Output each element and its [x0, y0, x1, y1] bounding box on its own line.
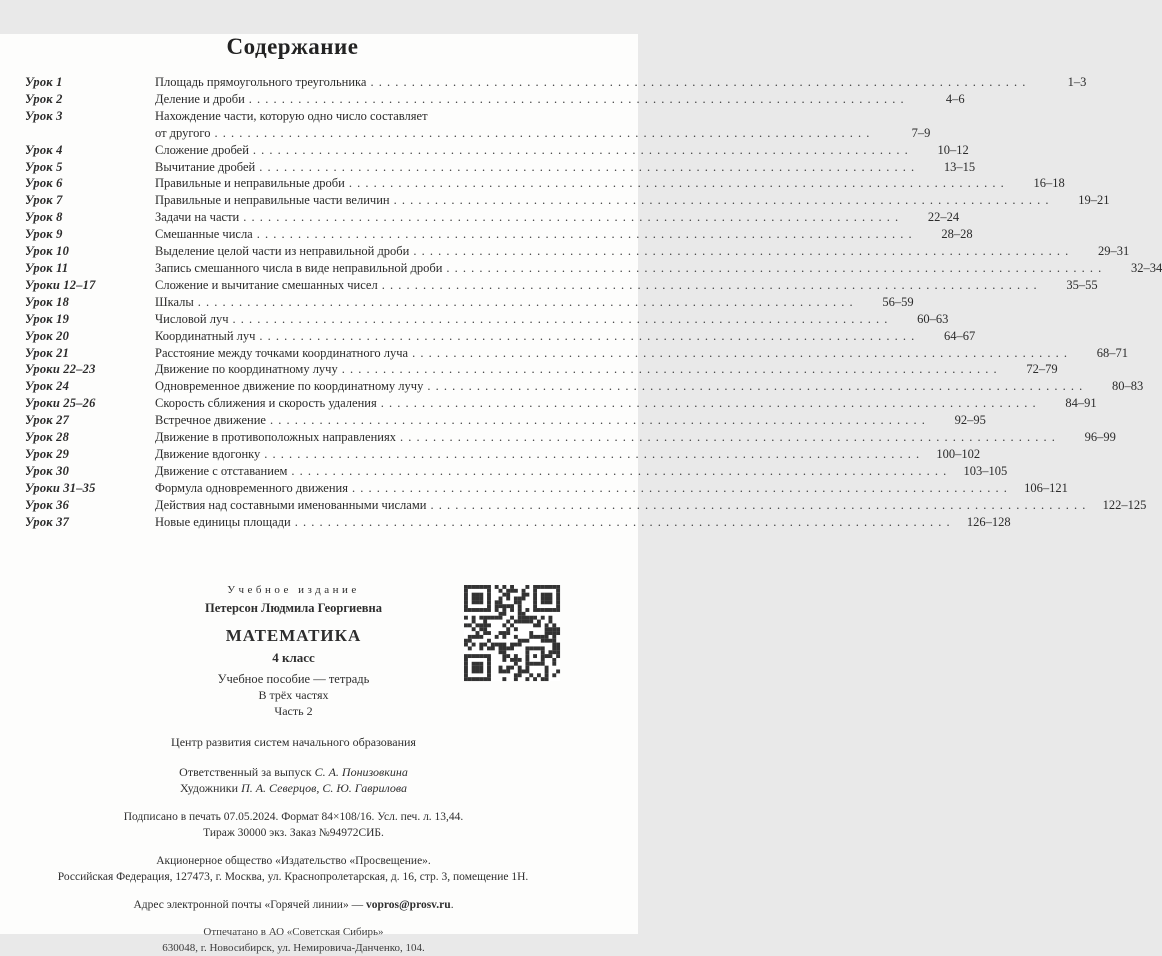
toc-row-content — [155, 328, 976, 345]
lesson-title: Площадь прямоугольного треугольника — [155, 75, 367, 89]
dot-leader — [370, 74, 1026, 91]
dot-leader — [352, 480, 1008, 497]
toc-row-content — [155, 294, 914, 311]
toc-row — [25, 159, 976, 176]
lesson-label: Урок 6 — [25, 176, 63, 191]
toc-row-content — [155, 277, 1098, 294]
lesson-label: Уроки 25–26 — [25, 396, 96, 411]
dot-leader — [446, 260, 1102, 277]
toc-row-content — [155, 514, 1011, 531]
grade-label: 4 класс — [272, 650, 315, 665]
dot-leader — [233, 311, 889, 328]
toc-row-content — [155, 497, 1147, 514]
lesson-title: Координатный луч — [155, 328, 256, 343]
lesson-label: Урок 4 — [25, 142, 63, 157]
toc-row-content — [155, 243, 1130, 260]
page-range: 106–121 — [1024, 480, 1068, 495]
page-range: 92–95 — [954, 413, 986, 428]
toc-row — [25, 175, 1065, 192]
toc-entry-line — [155, 497, 1147, 514]
toc-row — [25, 192, 1110, 209]
toc-entry-line — [155, 277, 1098, 294]
lesson-title: Сложение и вычитание смешанных чисел — [155, 277, 378, 292]
lesson-label: Урок 1 — [25, 75, 63, 89]
toc-row — [25, 311, 949, 328]
toc-row — [25, 497, 1147, 514]
page-range: 56–59 — [882, 294, 914, 309]
toc-row-content — [155, 175, 1065, 192]
lesson-label: Урок 37 — [25, 514, 70, 529]
dot-leader — [400, 429, 1056, 446]
center-org-line: Центр развития систем начального образования — [171, 735, 416, 749]
toc-entry-line — [155, 108, 562, 125]
dot-leader — [382, 277, 1038, 294]
book-page — [0, 34, 1162, 954]
toc-row-content — [155, 74, 1087, 91]
toc-row-content — [155, 361, 1058, 378]
lesson-label: Уроки 12–17 — [25, 277, 96, 292]
page-range: 1–3 — [1067, 75, 1087, 89]
toc-row-content — [155, 91, 965, 108]
dot-leader — [257, 226, 913, 243]
lesson-label: Урок 36 — [25, 497, 70, 512]
lesson-title: Правильные и неправильные части величин — [155, 193, 390, 208]
toc-row — [25, 395, 1097, 412]
dot-leader — [349, 175, 1005, 192]
artists-label: Художники — [180, 781, 242, 795]
edition-type: Учебное издание — [227, 584, 360, 596]
publisher-line-2: Российская Федерация, 127473, г. Москва, ул. Краснопролетарская, д. 16, стр. 3, помещение 1Н. — [57, 871, 529, 883]
lesson-title: Смешанные числа — [155, 227, 253, 242]
toc-entry-line — [155, 412, 986, 429]
page-range: 16–18 — [1033, 176, 1065, 191]
lesson-label: Урок 19 — [25, 311, 70, 326]
toc-row — [25, 260, 1162, 277]
toc-row — [25, 74, 1087, 91]
lesson-title: Движение в противоположных направлениях — [155, 430, 396, 445]
lesson-label: Урок 20 — [25, 328, 70, 343]
lesson-title: Запись смешанного числа в виде неправильной дроби — [155, 260, 443, 275]
page-range: 96–99 — [1084, 430, 1116, 445]
lesson-title: Скорость сближения и скорость удаления — [155, 396, 377, 411]
page-range: 7–9 — [911, 125, 931, 140]
toc-row-content — [155, 395, 1097, 412]
lesson-label: Урок 7 — [25, 193, 63, 208]
toc-entry-line — [155, 74, 1087, 91]
lesson-label: Урок 8 — [25, 210, 63, 225]
page-range: 100–102 — [936, 446, 981, 461]
toc-row — [25, 514, 1011, 531]
dot-leader — [243, 209, 899, 226]
toc-row — [25, 345, 1128, 362]
toc-row — [25, 108, 931, 142]
lesson-label: Уроки 31–35 — [25, 480, 96, 495]
toc-entry-line — [155, 378, 1144, 395]
lesson-label: Уроки 22–23 — [25, 362, 96, 377]
subtitle-part-num: Часть 2 — [274, 704, 313, 718]
toc-row-content — [155, 142, 969, 159]
lesson-title: Движение с отставанием — [155, 463, 288, 478]
toc-row — [25, 328, 976, 345]
toc-entry-line — [155, 463, 1008, 480]
page-range: 84–91 — [1065, 396, 1097, 411]
lesson-title: Вычитание дробей — [155, 159, 256, 174]
toc-entry-line — [155, 311, 949, 328]
toc-row-content — [155, 226, 973, 243]
hotline-email-line — [25, 897, 562, 913]
lesson-title-continued: от другого — [155, 125, 211, 140]
toc-row-content — [155, 480, 1068, 497]
toc-row-content — [155, 108, 931, 142]
lesson-title: Сложение дробей — [155, 142, 249, 157]
page-range: 28–28 — [941, 227, 973, 242]
toc-entry-line — [155, 159, 976, 176]
page-range: 103–105 — [963, 463, 1008, 478]
responsible-name: С. А. Понизовкина — [314, 765, 408, 779]
lesson-title: Действия над составными именованными числами — [155, 497, 427, 512]
dot-leader — [270, 412, 926, 429]
page-range: 60–63 — [917, 311, 949, 326]
toc-row-content — [155, 209, 960, 226]
toc-row — [25, 480, 1068, 497]
publisher-line-1: Акционерное общество «Издательство «Просвещение». — [156, 855, 431, 867]
toc-row — [25, 209, 960, 226]
dot-leader — [381, 395, 1037, 412]
lesson-label: Урок 27 — [25, 413, 70, 428]
lesson-title: Выделение целой части из неправильной дроби — [155, 244, 410, 259]
toc-entry-line — [155, 209, 960, 226]
toc-row — [25, 463, 1008, 480]
page-range: 68–71 — [1096, 345, 1128, 360]
toc-entry-line — [155, 294, 914, 311]
page-range: 80–83 — [1111, 379, 1144, 394]
responsible-label: Ответственный за выпуск — [179, 765, 315, 779]
toc-row — [25, 446, 981, 463]
toc-row — [25, 142, 969, 159]
toc-entry-line — [155, 328, 976, 345]
toc-entry-line — [155, 260, 1162, 277]
book-title: МАТЕМАТИКА — [225, 626, 362, 645]
dot-leader — [430, 497, 1086, 514]
page-range: 19–21 — [1078, 193, 1110, 208]
dot-leader — [253, 142, 909, 159]
toc-row-content — [155, 311, 949, 328]
lesson-title: Встречное движение — [155, 413, 266, 428]
toc-entry-line — [155, 446, 981, 463]
dot-leader — [427, 378, 1083, 395]
dot-leader — [215, 125, 871, 142]
dot-leader — [198, 294, 854, 311]
lesson-title: Одновременное движение по координатному лучу — [155, 379, 424, 394]
lesson-label: Урок 28 — [25, 430, 70, 445]
lesson-label: Урок 2 — [25, 91, 63, 106]
toc-entry-line — [155, 175, 1065, 192]
toc-entry-line — [155, 243, 1130, 260]
print-info-line-1: Подписано в печать 07.05.2024. Формат 84×108/16. Усл. печ. л. 13,44. — [123, 811, 464, 823]
toc-row — [25, 429, 1116, 446]
toc-row-content — [155, 446, 981, 463]
dot-leader — [264, 446, 920, 463]
dot-leader — [413, 243, 1069, 260]
toc-entry-line — [155, 395, 1097, 412]
toc-row — [25, 243, 1130, 260]
printed-at-line-1: Отпечатано в АО «Советская Сибирь» — [203, 926, 384, 938]
dot-leader — [249, 91, 905, 108]
dot-leader — [291, 463, 947, 480]
subtitle-manual: Учебное пособие — тетрадь — [217, 672, 370, 686]
dot-leader — [259, 159, 915, 176]
page-range: 64–67 — [944, 328, 976, 343]
dot-leader — [259, 328, 915, 345]
lesson-label: Урок 29 — [25, 446, 70, 461]
lesson-label: Урок 5 — [25, 159, 63, 174]
toc-row-content — [155, 192, 1110, 209]
lesson-title: Правильные и неправильные дроби — [155, 176, 345, 191]
page-range: 72–79 — [1026, 362, 1058, 377]
responsible-line — [25, 764, 562, 780]
page-range: 4–6 — [945, 91, 965, 106]
toc-row — [25, 91, 965, 108]
lesson-title: Шкалы — [155, 294, 194, 309]
toc-row — [25, 294, 914, 311]
artists-names: П. А. Северцов, С. Ю. Гаврилова — [241, 781, 407, 795]
lesson-label: Урок 21 — [25, 345, 70, 360]
toc-row-content — [155, 159, 976, 176]
toc-entry-line — [155, 429, 1116, 446]
toc-entry-line — [155, 345, 1128, 362]
lesson-title: Новые единицы площади — [155, 514, 291, 529]
lesson-title: Движение по координатному лучу — [155, 362, 338, 377]
toc-row — [25, 277, 1098, 294]
lesson-label: Урок 9 — [25, 227, 63, 242]
toc-row — [25, 412, 986, 429]
page-range: 32–34 — [1131, 260, 1162, 275]
toc-entry-line — [155, 361, 1058, 378]
lesson-title: Нахождение части, которую одно число составляет — [155, 108, 428, 123]
page-range: 22–24 — [927, 210, 960, 225]
dot-leader — [295, 514, 951, 531]
author-name: Петерсон Людмила Георгиевна — [205, 601, 382, 615]
dot-leader — [394, 192, 1050, 209]
toc-entry-line — [155, 192, 1110, 209]
lesson-label: Урок 30 — [25, 463, 70, 478]
page-range: 126–128 — [966, 514, 1011, 529]
lesson-label: Урок 11 — [25, 260, 69, 275]
subtitle-parts: В трёх частях — [258, 688, 329, 702]
page-title: Содержание — [226, 34, 359, 59]
page-range: 10–12 — [937, 142, 969, 157]
toc-row — [25, 378, 1144, 395]
toc-row — [25, 361, 1058, 378]
lesson-title: Задачи на части — [155, 210, 240, 225]
toc-row-content — [155, 429, 1116, 446]
toc-row-content — [155, 260, 1162, 277]
toc-entry-line — [155, 480, 1068, 497]
qr-code — [464, 585, 560, 681]
print-info-line-2: Тираж 30000 экз. Заказ №94972СИБ. — [203, 827, 384, 839]
lesson-label: Урок 3 — [25, 108, 63, 123]
lesson-label: Урок 18 — [25, 294, 70, 309]
lesson-title: Движение вдогонку — [155, 446, 261, 461]
lesson-title: Деление и дроби — [155, 91, 245, 106]
dot-leader — [342, 361, 998, 378]
toc-entry-line — [155, 226, 973, 243]
toc-entry-line — [155, 91, 965, 108]
dot-leader — [412, 345, 1068, 362]
toc-entry-line-2 — [155, 125, 931, 142]
toc-row-content — [155, 412, 986, 429]
toc-row-content — [155, 463, 1008, 480]
page-range: 122–125 — [1102, 497, 1147, 512]
artists-line — [25, 780, 562, 796]
email-address: vopros@prosv.ru — [365, 899, 451, 911]
page-range: 13–15 — [943, 159, 976, 174]
toc-row-content — [155, 378, 1144, 395]
toc-entry-line — [155, 514, 1011, 531]
email-suffix: . — [450, 899, 454, 911]
toc-row — [25, 226, 973, 243]
page-range: 35–55 — [1066, 277, 1098, 292]
lesson-label: Урок 24 — [25, 379, 70, 394]
lesson-label: Урок 10 — [25, 244, 70, 259]
printed-at-line-2: 630048, г. Новосибирск, ул. Немировича-Данченко, 104. — [162, 942, 425, 954]
page-range: 29–31 — [1097, 244, 1130, 259]
email-prefix: Адрес электронной почты «Горячей линии» — — [133, 899, 366, 911]
lesson-title: Формула одновременного движения — [155, 480, 348, 495]
lesson-title: Числовой луч — [155, 311, 229, 326]
toc-entry-line — [155, 142, 969, 159]
toc-list — [25, 74, 1162, 530]
lesson-title: Расстояние между точками координатного луча — [155, 345, 409, 360]
toc-row-content — [155, 345, 1128, 362]
